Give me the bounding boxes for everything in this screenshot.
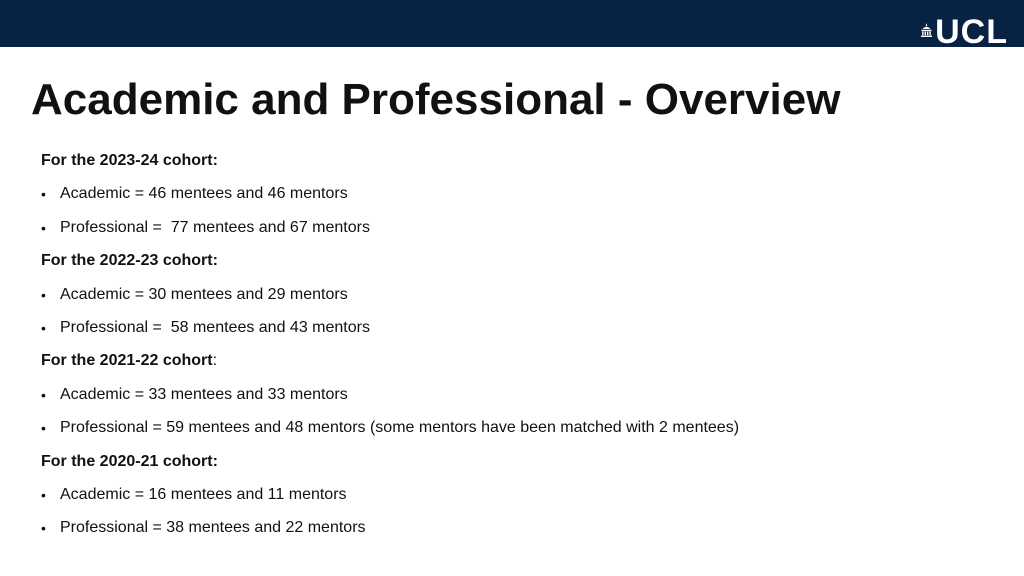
bullet-icon: • xyxy=(41,186,46,203)
bullet-icon: • xyxy=(41,319,46,336)
list-item: • Academic = 30 mentees and 29 mentors xyxy=(41,284,1001,317)
list-item: • Professional = 38 mentees and 22 mentors xyxy=(41,517,1001,550)
list-item: • Academic = 46 mentees and 46 mentors xyxy=(41,183,1001,216)
cohort-heading-2023-24: For the 2023-24 cohort: xyxy=(41,152,218,169)
logo-text: UCL xyxy=(935,13,1008,51)
list-item: • Professional = 58 mentees and 43 mentors xyxy=(41,317,1001,350)
list-item: • Academic = 16 mentees and 11 mentors xyxy=(41,484,1001,517)
cohort-heading-2021-22: For the 2021-22 cohort: xyxy=(41,352,218,370)
list-item: • Professional = 59 mentees and 48 mentors (some mentors have been matched with 2 mentees) xyxy=(41,417,1001,450)
list-item: • Professional = 77 mentees and 67 mentors xyxy=(41,217,1001,250)
list-item: • Academic = 33 mentees and 33 mentors xyxy=(41,384,1001,417)
cohort-heading-2022-23: For the 2022-23 cohort: xyxy=(41,252,218,270)
portico-icon xyxy=(921,23,932,37)
bullet-icon: • xyxy=(41,486,46,503)
cohort-list xyxy=(41,150,1001,551)
page-title: Academic and Professional - Overview xyxy=(31,75,841,124)
bullet-icon: • xyxy=(41,386,46,403)
ucl-logo xyxy=(921,13,1008,51)
bullet-icon: • xyxy=(41,219,46,236)
bullet-icon: • xyxy=(41,420,46,437)
header-bar xyxy=(0,0,1024,51)
bullet-icon: • xyxy=(41,286,46,303)
cohort-heading-2020-21: For the 2020-21 cohort: xyxy=(41,452,218,470)
bullet-icon: • xyxy=(41,520,46,537)
